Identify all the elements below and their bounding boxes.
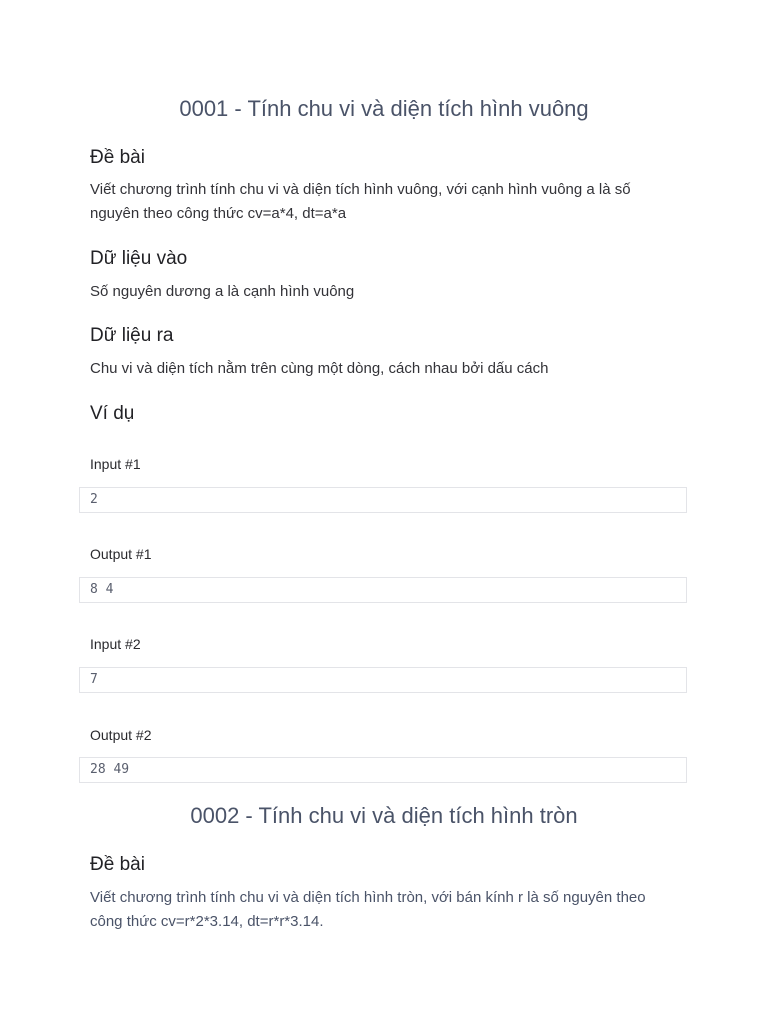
problem-title: 0001 - Tính chu vi và diện tích hình vuông	[179, 96, 589, 121]
input-text: Số nguyên dương a là cạnh hình vuông	[90, 283, 355, 300]
statement-text: Viết chương trình tính chu vi và diện tích hình tròn, với bán kính r là số nguyên theo công thức cv=r*2*3.14, dt=r*r*3.14.	[90, 889, 646, 930]
example-label-output-1: Output #1	[90, 546, 152, 562]
example-code-output-2: 28 49	[79, 757, 687, 783]
statement-heading: Đề bài	[90, 854, 145, 875]
output-text: Chu vi và diện tích nằm trên cùng một dòng, cách nhau bởi dấu cách	[90, 360, 549, 377]
problem-title: 0002 - Tính chu vi và diện tích hình tròn	[190, 803, 578, 828]
example-code-output-1: 8 4	[79, 577, 687, 603]
statement-heading: Đề bài	[90, 147, 145, 168]
statement-text: Viết chương trình tính chu vi và diện tích hình vuông, với cạnh hình vuông a là số nguyên theo công thức cv=a*4, dt=a*a	[90, 181, 631, 222]
example-label-input-1: Input #1	[90, 456, 141, 472]
example-label-output-2: Output #2	[90, 727, 152, 743]
example-code-input-1: 2	[79, 487, 687, 513]
output-heading: Dữ liệu ra	[90, 325, 174, 346]
example-label-input-2: Input #2	[90, 636, 141, 652]
input-heading: Dữ liệu vào	[90, 248, 188, 269]
examples-heading: Ví dụ	[90, 403, 135, 424]
example-code-input-2: 7	[79, 667, 687, 693]
